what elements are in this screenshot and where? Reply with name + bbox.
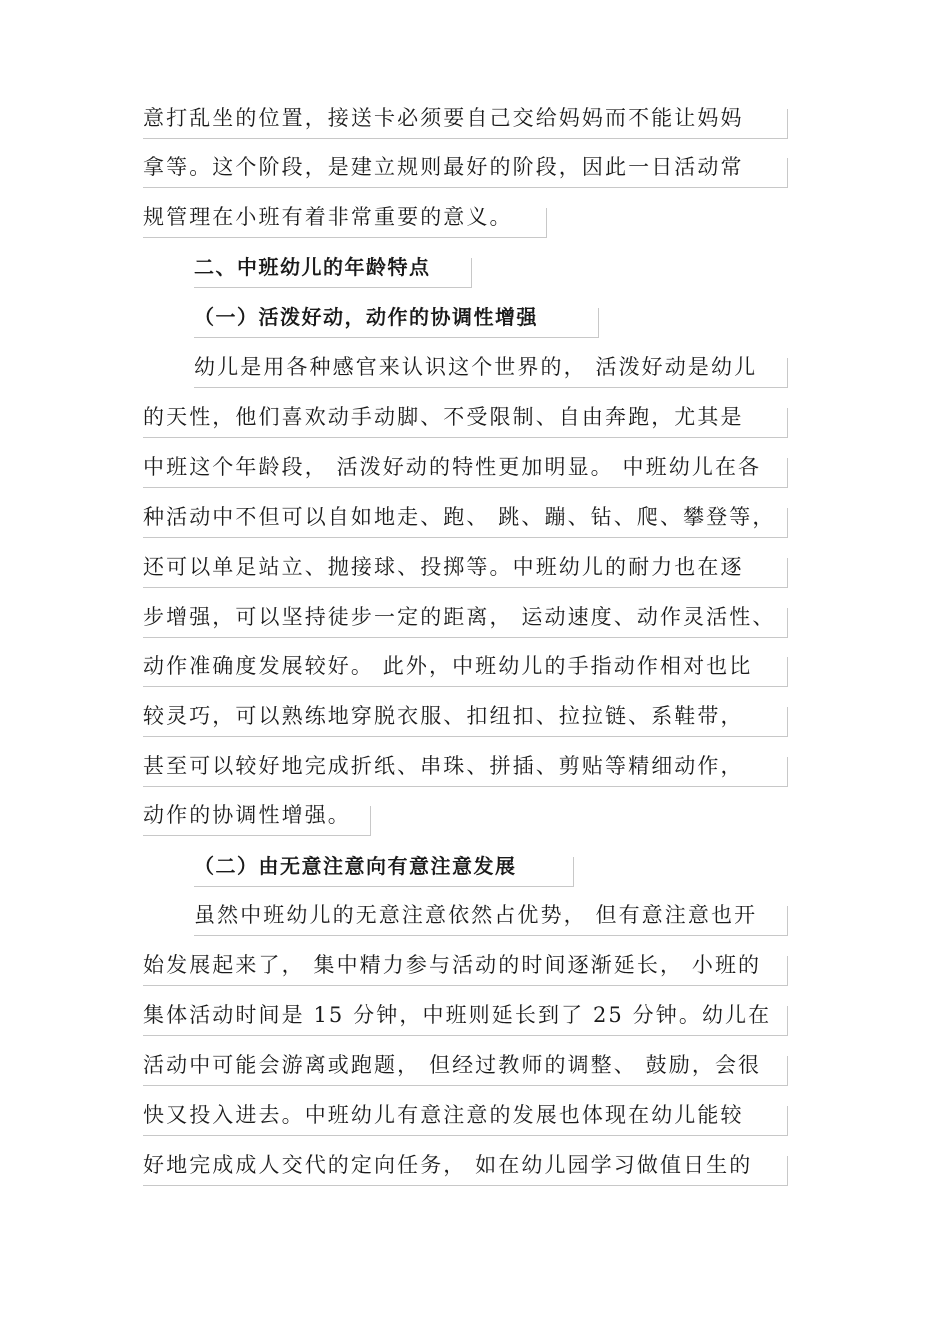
- text-line: 步增强，可以坚持徒步一定的距离， 运动速度、动作灵活性、: [143, 608, 788, 638]
- text-line: 动作准确度发展较好。 此外，中班幼儿的手指动作相对也比: [143, 657, 788, 687]
- text-line: 较灵巧，可以熟练地穿脱衣服、扣纽扣、拉拉链、系鞋带，: [143, 707, 788, 737]
- text-line: 还可以单足站立、抛接球、投掷等。中班幼儿的耐力也在逐: [143, 558, 788, 588]
- text-line: 甚至可以较好地完成折纸、串珠、拼插、剪贴等精细动作，: [143, 757, 788, 787]
- text-line: 虽然中班幼儿的无意注意依然占优势， 但有意注意也开: [194, 906, 788, 936]
- text-line: 动作的协调性增强。: [143, 806, 371, 836]
- text-line: 意打乱坐的位置，接送卡必须要自己交给妈妈而不能让妈妈: [143, 109, 788, 139]
- text-line: 快又投入进去。中班幼儿有意注意的发展也体现在幼儿能较: [143, 1106, 788, 1136]
- subsection-heading: （一）活泼好动，动作的协调性增强: [194, 308, 599, 338]
- text-line: 中班这个年龄段， 活泼好动的特性更加明显。 中班幼儿在各: [143, 458, 788, 488]
- text-line: 规管理在小班有着非常重要的意义。: [143, 208, 547, 238]
- text-line: 好地完成成人交代的定向任务， 如在幼儿园学习做值日生的: [143, 1156, 788, 1186]
- text-line: 幼儿是用各种感官来认识这个世界的， 活泼好动是幼儿: [194, 358, 788, 388]
- text-line: 的天性，他们喜欢动手动脚、不受限制、自由奔跑，尤其是: [143, 408, 788, 438]
- text-line: 始发展起来了， 集中精力参与活动的时间逐渐延长， 小班的: [143, 956, 788, 986]
- text-line: 拿等。这个阶段，是建立规则最好的阶段，因此一日活动常: [143, 158, 788, 188]
- text-line: 种活动中不但可以自如地走、跑、 跳、蹦、钻、爬、攀登等，: [143, 508, 788, 538]
- section-heading: 二、中班幼儿的年龄特点: [194, 258, 472, 288]
- subsection-heading: （二）由无意注意向有意注意发展: [194, 857, 574, 887]
- text-line: 集体活动时间是 15 分钟，中班则延长到了 25 分钟。幼儿在: [143, 1006, 788, 1036]
- text-line: 活动中可能会游离或跑题， 但经过教师的调整、 鼓励，会很: [143, 1056, 788, 1086]
